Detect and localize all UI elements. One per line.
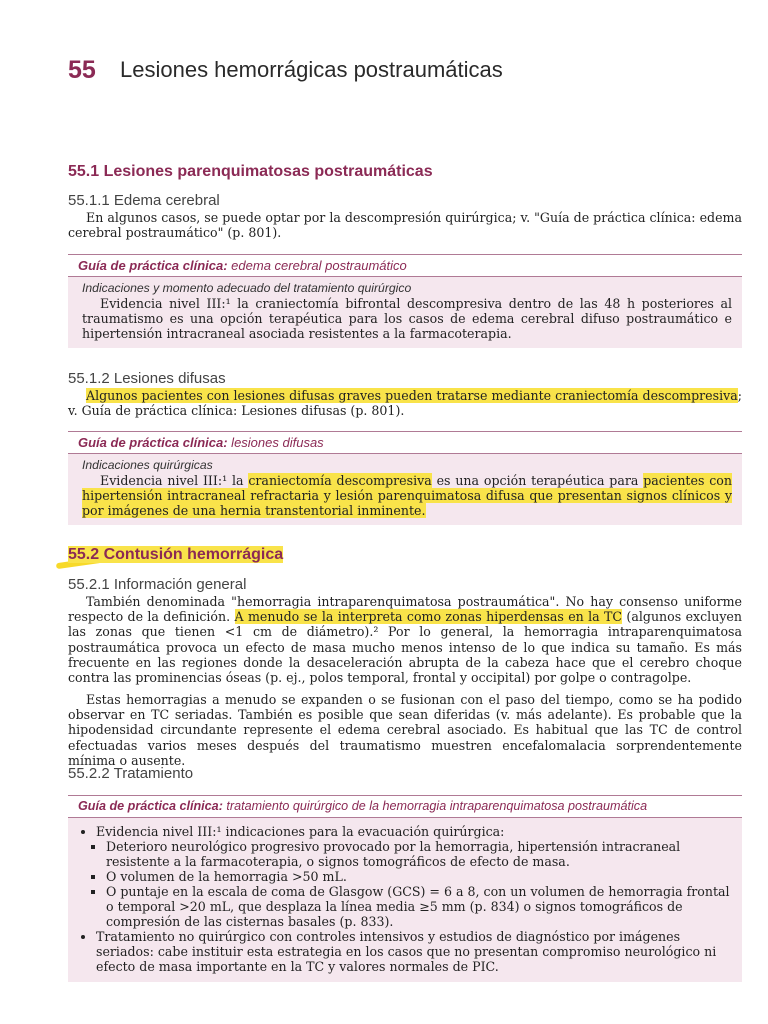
subsection-title-55-1-2: 55.1.2 Lesiones difusas (68, 370, 226, 387)
text: También denominada "hemorragia intraparenquimatosa postraumática". No hay consenso uniforme respecto de la definición. (68, 594, 742, 625)
list-item: ▪ O volumen de la hemorragia >50 mL. (106, 869, 732, 884)
guideline-box-heading (68, 795, 742, 817)
guideline-topic: lesiones difusas (227, 435, 324, 450)
guideline-label: Guía de práctica clínica: (78, 435, 228, 450)
guideline-box-heading (68, 254, 742, 276)
guideline-subheading: Indicaciones quirúrgicas (82, 458, 213, 472)
guideline-box-heading (68, 431, 742, 453)
paragraph-general-1 (68, 594, 742, 685)
guideline-topic: tratamiento quirúrgico de la hemorragia intraparenquimatosa postraumática (222, 799, 648, 813)
section-title-55-2 (68, 546, 283, 564)
highlight: Algunos pacientes con lesiones difusas graves pueden tratarse mediante craniectomía descompresiva (86, 388, 738, 403)
subsection-title-55-2-1: 55.2.1 Información general (68, 576, 247, 593)
guideline-topic: edema cerebral postraumático (227, 258, 407, 273)
guideline-box-body (68, 453, 742, 525)
paragraph-general-2: Estas hemorragias a menudo se expanden o se fusionan con el paso del tiempo, como se ha podido observar en TC seriadas. También es posible que sean diferidas (v. más adelante). Es probable que la hipodensidad circundante represente el edema cerebral asociado. Es habitual que las TC de control efectuadas varios meses después del traumatismo muestren encefalomalacia sorprendentemente mínima o ausente. (68, 692, 742, 768)
guideline-label: Guía de práctica clínica: (78, 258, 228, 273)
list-item-text: Evidencia nivel III:¹ indicaciones para la evacuación quirúrgica: (96, 824, 505, 839)
guideline-list (82, 824, 732, 974)
guideline-box-diffuse (68, 431, 742, 525)
paragraph-edema: En algunos casos, se puede optar por la descompresión quirúrgica; v. "Guía de práctica clínica: edema cerebral postraumático" (p. 801). (68, 210, 742, 241)
guideline-box-edema (68, 254, 742, 348)
guideline-label: Guía de práctica clínica: (78, 799, 223, 813)
highlight: pacientes con hipertensión intracraneal refractaria y lesión parenquimatosa difusa que presentan signos clínicos y por imágenes de una hernia transtentorial inminente. (82, 473, 732, 519)
chapter-number: 55 (68, 56, 96, 84)
list-item (96, 824, 732, 929)
guideline-subheading: Indicaciones y momento adecuado del tratamiento quirúrgico (82, 281, 412, 295)
list-item: ▪ Deterioro neurológico progresivo provocado por la hemorragia, hipertensión intracraneal resistente a la farmacoterapia, o signos tomográficos de efecto de masa. (106, 839, 732, 869)
guideline-text: Evidencia nivel III:¹ la craniectomía bifrontal descompresiva dentro de las 48 h posteriores al traumatismo es una opción terapéutica para los casos de edema cerebral difuso postraumático e hipertensión intracraneal asociada resistentes a la farmacoterapia. (82, 296, 732, 342)
sub-list (96, 839, 732, 929)
guideline-box-body (68, 817, 742, 982)
subsection-title-55-2-2: 55.2.2 Tratamiento (68, 765, 194, 782)
section-title-55-1: 55.1 Lesiones parenquimatosas postraumáticas (68, 163, 433, 180)
highlight: A menudo se la interpreta como zonas hiperdensas en la TC (234, 609, 623, 625)
list-item: • Tratamiento no quirúrgico con controles intensivos y estudios de diagnóstico por imágenes seriados: cabe instituir esta estrategia en los casos que no presentan compromiso neurológico ni efecto de masa importante en la TC y valores normales de PIC. (96, 929, 732, 974)
guideline-box-treatment (68, 795, 742, 982)
list-item: ▪ O puntaje en la escala de coma de Glasgow (GCS) = 6 a 8, con un volumen de hemorragia frontal o temporal >20 mL, que desplaza la línea media ≥5 mm (p. 834) o signos tomográficos de compresión de las cisternas basales (p. 833). (106, 884, 732, 929)
chapter-title: Lesiones hemorrágicas postraumáticas (120, 57, 503, 82)
guideline-text (82, 473, 732, 519)
text: es una opción terapéutica para (431, 473, 644, 488)
highlight: craniectomía descompresiva (248, 473, 432, 488)
highlight: 55.2 Contusión hemorrágica (68, 546, 284, 563)
text: Evidencia nivel III:¹ la (100, 473, 249, 488)
paragraph-diffuse (68, 388, 742, 418)
text: (algunos excluyen las zonas que tienen <1 cm de diámetro).² Por lo general, la hemorragia intraparenquimatosa postraumática provoca un efecto de masa mucho menos intenso de lo que indica su tamaño. Es más frecuente en las regiones donde la desaceleración abrupta de la cabeza hace que el cerebro choque contra las prominencias óseas (p. ej., polos temporal, frontal y occipital) por golpe o contragolpe. (68, 609, 742, 686)
subsection-title-55-1-1: 55.1.1 Edema cerebral (68, 192, 220, 209)
guideline-box-body (68, 276, 742, 348)
text: ; v. Guía de práctica clínica: Lesiones difusas (p. 801). (68, 388, 742, 419)
